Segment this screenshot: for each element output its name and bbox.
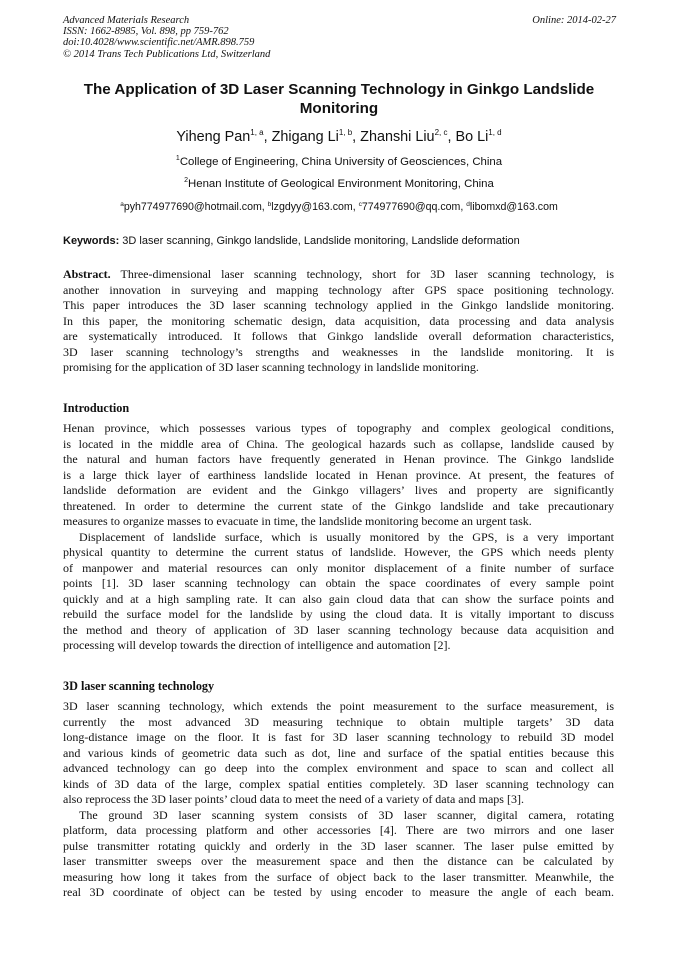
paragraph-line: 3D laser scanning technology, which extends the point measurement to the surface measurement, is bbox=[63, 699, 614, 713]
paragraph-line: processing will develop towards the direction of intelligence and automation [2]. bbox=[63, 638, 451, 652]
section-heading-3d-laser-scanning: 3D laser scanning technology bbox=[63, 679, 215, 693]
paragraph-line: quickly and at a high sampling rate. It can also gain cloud data that can show the surface points and bbox=[63, 591, 614, 606]
keywords-text: 3D laser scanning, Ginkgo landslide, Landslide monitoring, Landslide deformation bbox=[119, 235, 520, 247]
paragraph-line: physical quantity to determine the current status of landslide. However, the GPS which needs plenty bbox=[63, 545, 614, 559]
paragraph-line: real 3D coordinate of object can be tested by using encoder to measure the angle of each beam. bbox=[63, 885, 614, 899]
paragraph-line: laser transmitter sweeps over the measurement space and then the distance can be calculated by bbox=[63, 854, 614, 868]
paragraph-line: The ground 3D laser scanning system consists of 3D laser scanner, digital camera, rotating bbox=[79, 807, 614, 822]
affiliation bbox=[20, 155, 658, 169]
author-sup: 2, c bbox=[434, 128, 448, 137]
abstract bbox=[63, 267, 614, 376]
paragraph-line: is a large thick layer of earthiness landslide located in Henan province. At present, the features of bbox=[63, 467, 614, 482]
email-address[interactable]: pyh774977690@hotmail.com, bbox=[123, 201, 268, 213]
paragraph-line: threatened. In order to determine the current state of the Ginkgo landslide and take precautionary bbox=[63, 498, 614, 513]
paragraph-line: currently the most advanced 3D measuring technique to obtain multiple targets’ 3D data bbox=[63, 714, 614, 729]
paragraph-line: landslide deformation are evident and the Ginkgo villagers’ lives and property are significantly bbox=[63, 483, 614, 497]
email-address[interactable]: 774977690@qq.com, bbox=[361, 201, 467, 213]
section-heading-introduction: Introduction bbox=[63, 401, 130, 415]
paragraph-line: rebuild the surface model for the landslide by using the cloud data. It is vitally important to discuss bbox=[63, 607, 614, 621]
author-sup: 1, a bbox=[250, 128, 264, 137]
abstract-line: This paper introduces the 3D laser scanning technology applied in the Ginkgo landslide monitoring. bbox=[63, 298, 614, 312]
paragraph-line: the natural and human factors have frequently generated in Henan province. The Ginkgo landslide bbox=[63, 452, 614, 466]
journal-metadata bbox=[63, 15, 616, 60]
paragraph-line: and various kinds of geometric data such as dot, line and surface of the spatial entities because this bbox=[63, 745, 614, 760]
email-sup: d bbox=[466, 201, 470, 208]
author-list: Yiheng Pan$^{1, a}$, Zhigang Li$^{1, b}$, Zhanshi Liu$^{2, c}$, Bo Li$^{1, d}$ bbox=[176, 128, 502, 145]
email-list bbox=[20, 201, 658, 214]
issn-line: ISSN: 1662-8985, Vol. 898, pp 759-762 bbox=[63, 26, 229, 38]
paragraph-line: of manpower and material resources can only monitor displacement of a finite number of surface bbox=[63, 560, 614, 575]
paragraph-line: long-distance image on the floor. It is fast for 3D laser scanning technology to rebuild 3D model bbox=[63, 730, 614, 744]
affiliation-sup: 2 bbox=[184, 177, 189, 184]
copyright-line: © 2014 Trans Tech Publications Ltd, Switzerland bbox=[63, 48, 271, 60]
online-date: Online: 2014-02-27 bbox=[532, 15, 616, 26]
author-name: Yiheng Pan bbox=[176, 129, 251, 145]
paragraph-line: is located in the middle area of China. The geological hazards such as collapse, landslide caused by bbox=[63, 436, 614, 451]
paragraph-line: measuring how long it takes from the surface of object back to the laser transmitter. Meanwhile, the bbox=[63, 869, 614, 884]
author-name: Zhanshi Liu bbox=[360, 129, 435, 145]
paragraph-line: also reprocess the 3D laser points’ cloud data to meet the need of a variety of data and maps [3]. bbox=[63, 792, 524, 806]
email-sup: c bbox=[358, 201, 362, 208]
email-sup: b bbox=[267, 201, 272, 208]
email-sup: a bbox=[120, 201, 124, 208]
abstract-line: Abstract. Three-dimensional laser scanning technology, short for 3D laser scanning technology, is bbox=[63, 267, 614, 281]
affiliation-text: College of Engineering, China University of Geosciences, China bbox=[179, 156, 503, 168]
introduction-body bbox=[63, 421, 614, 654]
email-address[interactable]: libomxd@163.com bbox=[469, 201, 558, 213]
paragraph-line: points [1]. 3D laser scanning technology can obtain the space coordinates of every sample point bbox=[63, 576, 614, 590]
abstract-line: In this paper, the monitoring schematic design, data acquisition, data processing and data analysis bbox=[63, 313, 614, 328]
keywords bbox=[63, 234, 623, 248]
paper-title bbox=[50, 80, 628, 118]
author-name: Zhigang Li bbox=[271, 129, 339, 145]
affiliation-text: Henan Institute of Geological Environment Monitoring, China bbox=[188, 178, 494, 190]
abstract-line: are systematically introduced. It follows that Ginkgo landslide overall deformation characteristics, bbox=[63, 329, 614, 343]
paragraph-line: measures to organize masses to evacuate in time, the landslide monitoring become an urgent task. bbox=[63, 514, 532, 528]
doi-line: doi:10.4028/www.scientific.net/AMR.898.759 bbox=[63, 37, 255, 49]
abstract-label: Abstract. bbox=[63, 267, 111, 281]
title-line-2: Monitoring bbox=[299, 100, 379, 117]
paragraph-line: Displacement of landslide surface, which is usually monitored by the GPS, is a very important bbox=[79, 529, 614, 544]
paragraph-line: kinds of 3D data of the large, complex spatial entities completely. 3D laser scanning technology can bbox=[63, 776, 614, 791]
title-line-1: The Application of 3D Laser Scanning Technology in Ginkgo Landslide bbox=[83, 81, 595, 98]
paragraph-line: Henan province, which possesses various types of topography and complex geological conditions, bbox=[63, 421, 614, 435]
paragraph-line: pulse transmitter rotating quickly and orderly in the 3D laser scanner. The laser pulse emitted by bbox=[63, 838, 614, 853]
author-name: Bo Li bbox=[455, 129, 489, 145]
abstract-line: promising for the application of 3D laser scanning technology in landslide monitoring. bbox=[63, 360, 479, 374]
paragraph-line: the method and theory of application of 3D laser scanning technology because data acquisition and bbox=[63, 622, 614, 637]
affiliation bbox=[20, 177, 658, 191]
keywords-label: Keywords: bbox=[63, 235, 120, 247]
abstract-line: another innovation in surveying and mapping technology after GPS space positioning technology. bbox=[63, 282, 614, 297]
author-sup: 1, d bbox=[488, 128, 502, 137]
scanning-body bbox=[63, 699, 614, 901]
abstract-line: 3D laser scanning technology’s strengths and weaknesses in the landslide monitoring. It is bbox=[63, 344, 614, 359]
paragraph-line: platform, data processing platform and other accessories [4]. There are two mirrors and one laser bbox=[63, 823, 614, 837]
affiliation-sup: 1 bbox=[175, 155, 180, 162]
email-address[interactable]: lzgdyy@163.com, bbox=[271, 201, 359, 213]
paragraph-line: advanced technology can go deep into the complex environment and space to scan and collect all bbox=[63, 761, 614, 775]
author-sup: 1, b bbox=[338, 128, 353, 137]
journal-name: Advanced Materials Research bbox=[63, 15, 190, 26]
